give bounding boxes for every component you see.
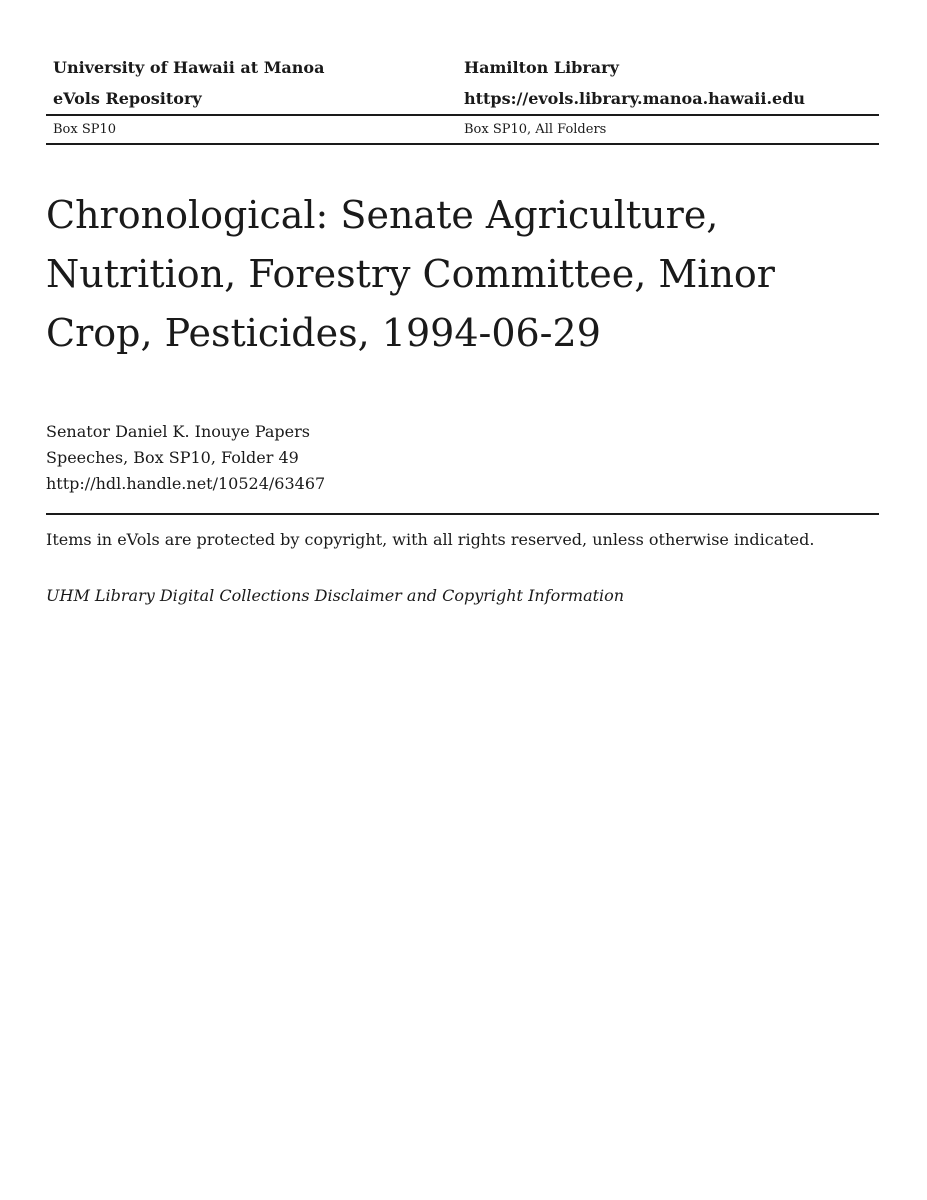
repository-name: eVols Repository	[53, 89, 202, 108]
collection-name: Senator Daniel K. Inouye Papers	[46, 422, 310, 441]
box-label-left: Box SP10	[53, 122, 117, 137]
box-label-right: Box SP10, All Folders	[464, 122, 607, 137]
rights-statement: Items in eVols are protected by copyright, with all rights reserved, unless otherwise indicated.	[46, 530, 815, 549]
cover-header	[46, 52, 879, 145]
metadata-divider	[46, 513, 879, 515]
handle-link[interactable]: http://hdl.handle.net/10524/63467	[46, 474, 326, 493]
disclaimer-link[interactable]: UHM Library Digital Collections Disclaimer and Copyright Information	[46, 586, 625, 605]
document-metadata	[46, 419, 325, 497]
document-title: Chronological: Senate Agriculture, Nutrition, Forestry Committee, Minor Crop, Pesticides, 1994-06-29	[46, 193, 775, 355]
header-row-2	[46, 83, 879, 114]
folder-location: Speeches, Box SP10, Folder 49	[46, 448, 299, 467]
header-divider-bottom	[46, 143, 879, 145]
repository-url[interactable]: https://evols.library.manoa.hawaii.edu	[464, 89, 806, 108]
library-name: Hamilton Library	[464, 58, 619, 77]
box-row	[46, 116, 879, 143]
header-row-1	[46, 52, 879, 83]
institution-name: University of Hawaii at Manoa	[53, 58, 325, 77]
